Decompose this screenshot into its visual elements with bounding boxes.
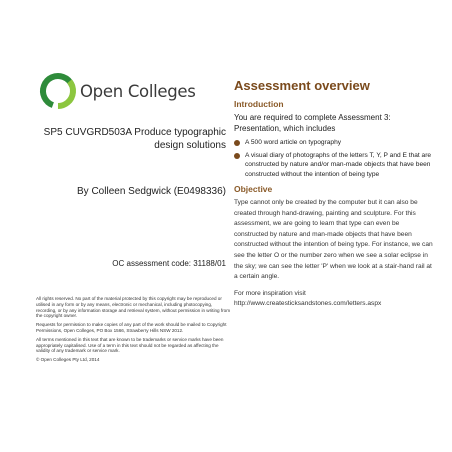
bullet-icon <box>234 153 240 159</box>
objective-heading: Objective <box>234 184 273 194</box>
course-title: SP5 CUVGRD503A Produce typographic design solutions <box>43 127 226 151</box>
legal-paragraph: Requests for permission to make copies of any part of the work should be mailed to Copyright Permissions, Open Colleges, PO Box 1566, Strawberry Hills NSW 2012. <box>36 322 227 333</box>
overview-heading: Assessment overview <box>234 78 370 93</box>
assessment-code: OC assessment code: 31188/01 <box>112 259 226 268</box>
list-item-text: A 500 word article on typography <box>245 139 342 146</box>
author-line: By Colleen Sedgwick (E0498336) <box>77 186 226 197</box>
open-colleges-ring-icon <box>38 71 78 111</box>
list-item <box>234 138 434 148</box>
introduction-text: You are required to complete Assessment 3: Presentation, which includes <box>234 113 391 133</box>
requirements-list <box>234 138 434 179</box>
list-item-text: A visual diary of photographs of the letters T, Y, P and E that are constructed by nature and/or man-made objects that have been constructed without the intention of being type <box>245 151 432 178</box>
introduction-heading: Introduction <box>234 99 284 109</box>
inspiration-link[interactable]: http://www.createsticksandstones.com/letters.aspx <box>234 299 382 307</box>
legal-paragraph: All terms mentioned in this text that are known to be trademarks or service marks have been appropriately capitalised. Use of a term in this text should not be regarded as affecting the validity of any trademark or service mark. <box>36 336 224 354</box>
overview-column <box>234 78 434 309</box>
objective-text: Type cannot only be created by the computer but it can also be created through hand-drawing, painting and sculpture. For this assessment, we are going to learn that type can even be constructed by nature and man-made objects that have been constructed without the intention of being type. For instance, we can see the letter O or the number zero when we see a solar eclipse in the sky; we can see the letter 'P' when we look at a stair-hand rail at a certain angle. <box>234 199 433 281</box>
legal-paragraph: © Open Colleges Pty Ltd, 2014 <box>36 357 100 363</box>
list-item <box>234 151 434 180</box>
open-colleges-logo <box>38 68 228 114</box>
inspiration-text: For more inspiration visit <box>234 289 306 297</box>
legal-paragraph: All rights reserved. No part of the material protected by this copyright may be reproduced or utilised in any form or by any means, electronic or mechanical, including photocopying, recording, or by any information storage and retrieval system, without permission in writing from the copyright owner. <box>36 296 231 319</box>
bullet-icon <box>234 140 240 146</box>
logo-text: Open Colleges <box>80 81 196 101</box>
cover-column <box>36 64 231 394</box>
copyright-notice <box>36 296 232 366</box>
